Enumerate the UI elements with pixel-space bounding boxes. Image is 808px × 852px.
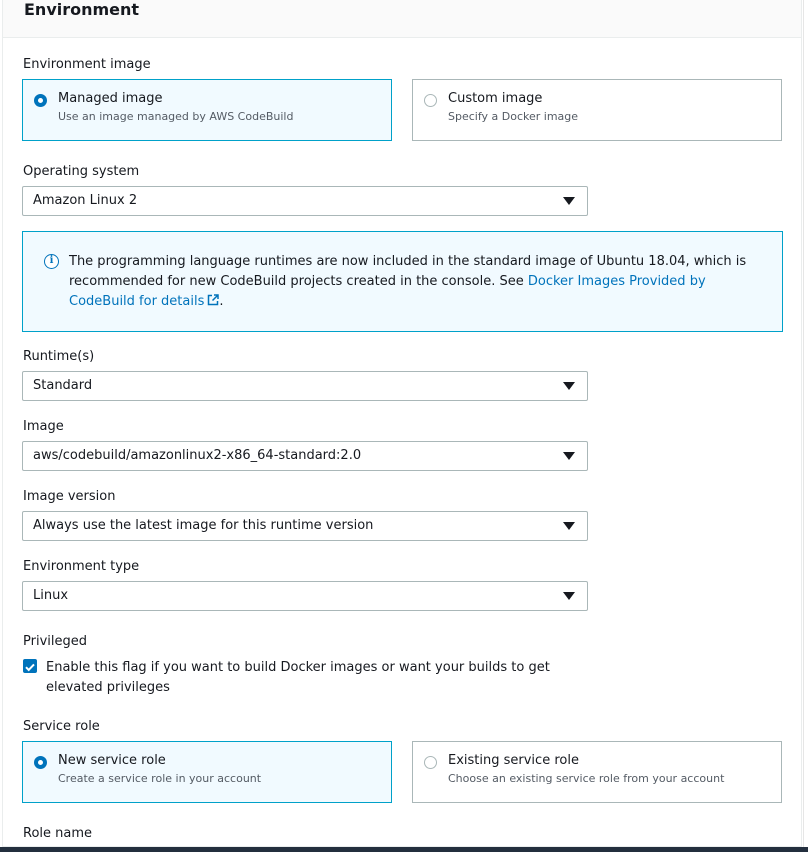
- existing-service-role-title: Existing service role: [448, 753, 579, 768]
- info-icon: i: [44, 254, 59, 269]
- managed-image-title: Managed image: [58, 91, 163, 106]
- new-service-role-title: New service role: [58, 753, 166, 768]
- managed-image-tile[interactable]: [22, 79, 392, 141]
- image-version-value: Always use the latest image for this runtime version: [33, 518, 374, 533]
- image-label: Image: [23, 419, 64, 434]
- existing-service-role-tile[interactable]: [412, 741, 782, 803]
- runtimes-select[interactable]: [22, 371, 588, 401]
- alert-punctuation: .: [219, 294, 224, 309]
- environment-type-select[interactable]: [22, 581, 588, 611]
- alert-text: [69, 252, 769, 312]
- privileged-checkbox-text[interactable]: Enable this flag if you want to build Docker images or want your builds to get elevated privileges: [46, 660, 550, 695]
- custom-image-tile[interactable]: [412, 79, 782, 141]
- existing-service-role-description: Choose an existing service role from your account: [448, 772, 725, 785]
- environment-image-label: Environment image: [23, 57, 151, 72]
- docker-images-link-text[interactable]: Docker Images Provided by CodeBuild for details: [69, 274, 706, 309]
- environment-type-label: Environment type: [23, 559, 140, 574]
- image-version-select[interactable]: [22, 511, 588, 541]
- image-select[interactable]: [22, 441, 588, 471]
- external-link-icon: [207, 294, 219, 306]
- chevron-down-icon: [563, 197, 575, 205]
- privileged-label: Privileged: [23, 634, 87, 649]
- new-service-role-radio[interactable]: [34, 756, 47, 769]
- environment-type-value: Linux: [33, 588, 69, 603]
- managed-image-description: Use an image managed by AWS CodeBuild: [58, 110, 294, 123]
- runtimes-value: Standard: [33, 378, 93, 393]
- managed-image-radio[interactable]: [34, 94, 47, 107]
- custom-image-description: Specify a Docker image: [448, 110, 579, 123]
- image-version-label: Image version: [23, 489, 116, 504]
- window-edge: [803, 0, 804, 848]
- chevron-down-icon: [563, 592, 575, 600]
- new-service-role-description: Create a service role in your account: [58, 772, 262, 785]
- new-service-role-tile[interactable]: [22, 741, 392, 803]
- existing-service-role-radio[interactable]: [424, 756, 437, 769]
- privileged-checkbox[interactable]: [23, 659, 37, 673]
- custom-image-radio[interactable]: [424, 94, 437, 107]
- operating-system-label: Operating system: [23, 164, 140, 179]
- panel-title: Environment: [24, 0, 140, 19]
- service-role-label: Service role: [23, 719, 100, 734]
- checkmark-icon: [23, 660, 37, 674]
- bottom-bar: [0, 847, 808, 852]
- alert-message: The programming language runtimes are now included in the standard image of Ubuntu 18.04, which is recommended for new CodeBuild projects created in the console. See: [69, 254, 747, 289]
- operating-system-select[interactable]: [22, 186, 588, 216]
- image-value: aws/codebuild/amazonlinux2-x86_64-standard:2.0: [33, 448, 362, 463]
- chevron-down-icon: [563, 522, 575, 530]
- info-alert: [22, 231, 783, 332]
- chevron-down-icon: [563, 452, 575, 460]
- panel-header: [3, 0, 801, 38]
- runtimes-label: Runtime(s): [23, 349, 95, 364]
- operating-system-value: Amazon Linux 2: [33, 193, 138, 208]
- role-name-label: Role name: [23, 826, 93, 841]
- chevron-down-icon: [563, 382, 575, 390]
- custom-image-title: Custom image: [448, 91, 543, 106]
